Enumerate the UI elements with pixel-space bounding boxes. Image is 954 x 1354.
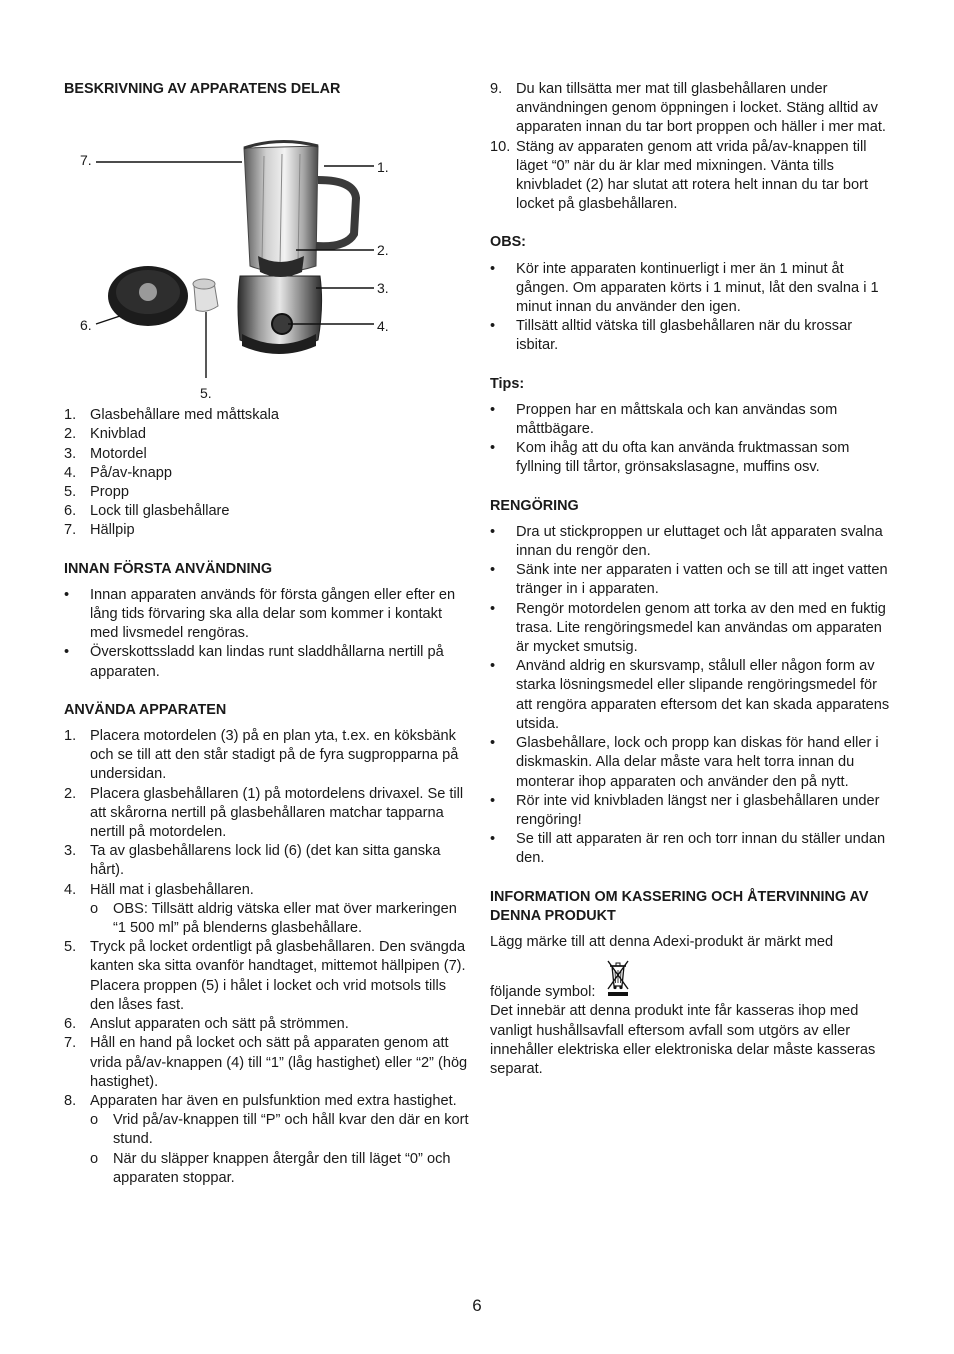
item-text: Du kan tillsätta mer mat till glasbehållaren under användningen genom öppningen i locket. Stäng alltid av apparaten innan du tar bort proppen och häller i mer mat. [516,81,886,136]
bullet: • [490,831,496,848]
bullet: • [490,658,496,675]
list-item [64,643,469,681]
list-item [64,406,469,425]
bullet: • [64,586,70,603]
sub-list-item [90,900,469,938]
list-item [490,561,895,599]
list-item [64,1092,469,1111]
sub-marker: o [90,1150,99,1167]
list-item [64,521,469,540]
item-number: 1. [64,728,77,745]
left-column [64,80,469,1188]
bullet: • [490,260,496,277]
page-number: 6 [472,1296,482,1315]
item-number: 6. [64,1016,77,1033]
item-number: 3. [64,843,77,860]
figure-label-5: 5. [200,385,212,402]
item-text: Glasbehållare med måttskala [90,407,279,424]
list-item [490,401,895,439]
list-item [490,138,895,215]
figure-label-4: 4. [377,318,389,335]
item-text: Tillsätt alltid vätska till glasbehållaren när du krossar isbitar. [516,318,853,354]
disposal-intro: Lägg märke till att denna Adexi-produkt är märkt med [490,933,834,950]
item-number: 2. [64,785,77,802]
item-text: Vrid på/av-knappen till “P” och håll kvar den där en kort stund. [113,1112,469,1148]
item-number: 2. [64,426,77,443]
list-item [64,425,469,444]
item-text: Stäng av apparaten genom att vrida på/av-knappen till läget “0” när du är klar med mixningen. Vänta tills knivbladet (2) har slutat att rotera helt innan du tar bort locket på glasbehållaren. [516,138,869,213]
figure-label-1: 1. [377,159,389,176]
item-text: Dra ut stickproppen ur eluttaget och låt apparaten svalna innan du rengör den. [516,523,883,560]
bullet: • [64,644,70,661]
item-text: Glasbehållare, lock och propp kan diskas för hand eller i diskmaskin. Alla delar måste vara helt torra innan du monterar ihop apparaten och använder den på nytt. [516,735,879,790]
item-text: Kom ihåg att du ofta kan använda fruktmassan som fyllning till tårtor, grönsakslasagne, muffins osv. [516,440,850,476]
first-use-list [64,586,469,682]
glass-jug [244,142,356,278]
item-number: 1. [64,407,77,424]
item-number: 6. [64,503,77,520]
use-heading: ANVÄNDA APPARATEN [64,701,227,718]
blender-figure [64,106,464,402]
disposal-text: Det innebär att denna produkt inte får kasseras ihop med vanligt hushållsavfall eftersom avfall som utgörs av eller innehåller elektriska eller elektroniska delar måste kasseras separat. [490,1003,876,1077]
bullet: • [490,440,496,457]
disposal-symbol-text: följande symbol: [490,984,596,1001]
item-text: Häll mat i glasbehållaren. [90,881,254,898]
item-text: Se till att apparaten är ren och torr innan du ställer undan den. [516,831,886,867]
list-item [64,502,469,521]
list-item [64,1034,469,1092]
use-steps-cont-list [490,80,895,214]
item-text: Rör inte vid knivbladen längst ner i glasbehållaren under rengöring! [516,792,880,828]
list-item [64,445,469,464]
item-text: Rengör motordelen genom att torka av den med en fuktig trasa. Lite rengöringsmedel kan användas om apparaten är mycket smutsig. [516,600,886,656]
bullet: • [490,600,496,617]
list-item [490,439,895,477]
item-text: Placera glasbehållaren (1) på motordelens drivaxel. Se till att skårorna nertill på glasbehållaren matchar tapparna nertill på motordelen. [90,785,464,841]
item-text: Lock till glasbehållare [90,503,230,520]
item-number: 9. [490,81,503,97]
cleaning-list [490,523,895,869]
figure-label-3: 3. [377,280,389,297]
disposal-symbol-line [490,960,895,1002]
parts-heading: BESKRIVNING AV APPARATENS DELAR [64,81,341,97]
item-text: Använd aldrig en skursvamp, stålull eller någon form av starka lösningsmedel eller slipande rengöringsmedel för att rengöra apparaten eftersom det kan skada apparatens utsida. [516,658,890,732]
list-item [490,830,895,868]
item-text: Anslut apparaten och sätt på strömmen. [90,1016,349,1033]
item-number: 10. [490,138,511,155]
bullet: • [490,562,496,579]
list-item [490,734,895,792]
list-item [64,842,469,880]
bullet: • [490,523,496,540]
right-column [490,80,895,1079]
figure-label-6: 6. [80,317,92,334]
first-use-heading: INNAN FÖRSTA ANVÄNDNING [64,560,273,577]
item-number: 5. [64,939,77,956]
list-item [64,1015,469,1034]
item-number: 8. [64,1092,77,1109]
list-item [490,523,895,561]
list-item [64,727,469,785]
tips-list [490,401,895,478]
disposal-heading: INFORMATION OM KASSERING OCH ÅTERVINNING AV DENNA PRODUKT [490,888,869,924]
bullet: • [490,401,496,418]
figure-label-7: 7. [80,152,92,169]
item-text: Ta av glasbehållarens lock lid (6) (det kan sitta ganska hårt). [90,843,441,879]
item-text: Överskottssladd kan lindas runt sladdhållarna nertill på apparaten. [90,644,444,680]
item-number: 7. [64,522,77,539]
figure-label-2: 2. [377,242,389,259]
item-text: Innan apparaten används för första gången eller efter en lång tids förvaring ska alla delar som kommer i kontakt med livsmedel rengöras. [90,586,456,642]
item-text: Proppen har en måttskala och kan användas som måttbägare. [516,401,838,438]
cleaning-heading: RENGÖRING [490,497,579,514]
tips-heading: Tips: [490,375,525,392]
sub-marker: o [90,1112,99,1129]
sub-list-item [90,1111,469,1149]
item-number: 5. [64,484,77,501]
list-item [490,317,895,355]
item-text: Kör inte apparaten kontinuerligt i mer än 1 minut åt gången. Om apparaten körts i 1 minut, låt den svalna i 1 minut innan du använder den igen. [516,260,879,316]
list-item [490,600,895,658]
list-item [64,483,469,502]
item-text: Hällpip [90,522,135,539]
item-text: Apparaten har även en pulsfunktion med extra hastighet. [90,1092,457,1109]
sub-list-item [90,1150,469,1188]
item-text: Motordel [90,445,147,462]
parts-list [64,406,469,540]
item-number: 7. [64,1035,77,1052]
item-text: Håll en hand på locket och sätt på apparaten genom att vrida på/av-knappen (4) till “1” (låg hastighet) eller “2” (hög hastighet). [90,1035,468,1090]
item-text: Knivblad [90,426,146,443]
item-text: Placera motordelen (3) på en plan yta, t.ex. en köksbänk och se till att den står stadigt på de fyra sugpropparna på undersidan. [90,728,459,783]
bullet: • [490,735,496,752]
item-text: OBS: Tillsätt aldrig vätska eller mat över markeringen “1 500 ml” på blenderns glasbehållare. [113,900,457,937]
list-item [490,657,895,734]
use-steps-list [64,727,469,1188]
item-text: Propp [90,484,129,501]
item-text: På/av-knapp [90,464,172,481]
blender-illustration [64,106,464,388]
item-text: När du släpper knappen återgår den till läget “0” och apparaten stoppar. [113,1150,451,1186]
motor-base [238,276,322,354]
list-item [490,792,895,830]
item-text: Sänk inte ner apparaten i vatten och se till att inget vatten tränger in i apparaten. [516,562,888,598]
list-item [64,785,469,843]
list-item [490,80,895,138]
item-text: Tryck på locket ordentligt på glasbehållaren. Den svängda kanten ska sitta ovanför handtaget, mittemot hällpipen (7). Placera proppen (5) i hålet i locket och vrid motsols tills den låses fast. [90,939,466,1013]
sub-marker: o [90,900,99,917]
list-item [64,586,469,644]
list-item [64,881,469,900]
obs-list [490,260,895,356]
obs-heading: OBS: [490,234,526,251]
measuring-cap [193,279,218,311]
item-number: 4. [64,881,77,898]
list-item [64,938,469,1015]
crossed-bin-icon [606,960,630,1002]
item-number: 4. [64,464,77,481]
bullet: • [490,792,496,809]
list-item [64,464,469,483]
item-number: 3. [64,445,77,462]
list-item [490,260,895,318]
jug-lid [108,266,188,326]
bullet: • [490,318,496,335]
